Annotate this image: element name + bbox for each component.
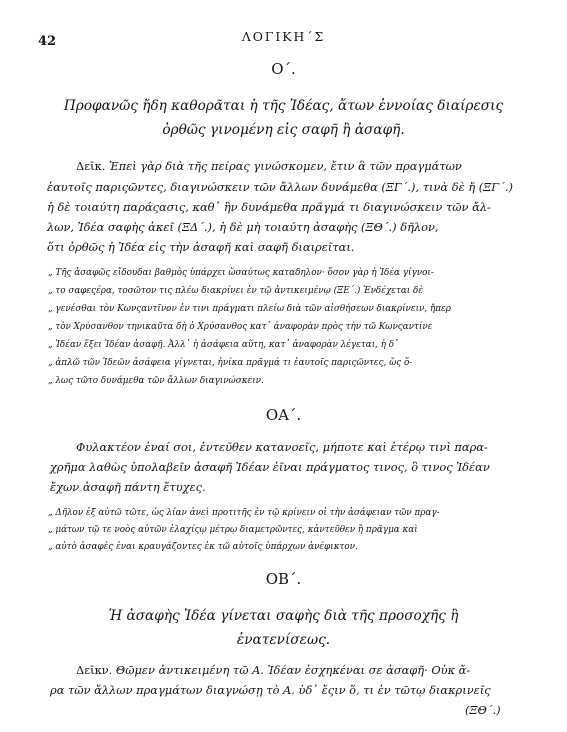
proof-lead: Δεῖκ.	[76, 159, 106, 173]
note-line-1: „ Τῆς ἀσαφῶς εἴδουδαι βαθμὸς ὑπάρχει ὥσαύτως καταδηλον· ὅσον γὰρ ἡ Ἰδέα γίγνοι-	[48, 268, 434, 278]
section-number-72: ΟΒ΄.	[265, 570, 302, 588]
proposition-line-3: Ἡ ἀσαφὴς Ἰδέα γίνεται σαφὴς διὰ τῆς προσοχῆς ἢ	[108, 608, 459, 624]
note-line-6: „ ἁπλῶ τῶν Ἰδεῶν ἀσάφεια γίγνεται, ἡνίκα πρᾶγμά τι ἑαυτοῖς παριςῶντες, ὥς ὅ-	[48, 358, 413, 368]
running-head: ΛΟΓΙΚΗ΄Σ	[241, 30, 326, 44]
body-line-3: ἔχων ἀσαφῆ πάντη ἔτυχες.	[50, 480, 206, 494]
body-line-1: Φυλακτέον ἐναί σοι, ἐντεῦθεν κατανοεῖς, μήποτε καὶ ἑτέρῳ τινὶ παρα-	[76, 440, 488, 454]
proof-line-3: ἡ δὲ τοιαύτη παράςασις, καθ᾽ ἣν δυνάμεθα πρᾶγμά τι διαγινώσκειν τῶν ἄλ-	[47, 200, 491, 214]
note-line-10: „ αὐτὸ ἀσαφὲς ἐναι κραυγάζοντες ἐκ τῶ αὐτοῖς ὑπάρχων ἀνέφικτον.	[48, 542, 358, 552]
note-line-4: „ τὸν Χρύσανθον τηνικαῦτα δὴ ὁ Χρύσανθος κατ᾽ ἀναφορὰν πρὸς τὴν τῶ Κωνςαντίνε	[48, 322, 433, 332]
proof-line-5: ὅτι ὀρθῶς ἡ Ἰδέα εἰς τὴν ἀσαφῆ καὶ σαφῆ διαιρεῖται.	[47, 240, 355, 254]
proof-line-6: Δεῖκν. Θῶμεν ἀντικειμένη τῶ Α. Ἰδέαν ἐσχηκέναι σε ἀσαφῆ· Οὐκ ἄ-	[76, 663, 471, 677]
note-line-8: „ Δῆλον ἐξ αὐτῶ τῶτε, ὡς λίαν ἀνεὶ προτιτῆς ἐν τῷ κρίνειν οἱ τὴν ἀσάφειαν τῶν πραγ-	[48, 508, 440, 518]
proposition-line-1: Προφανῶς ἤδη καθορᾶται ἡ τῆς Ἰδέας, ἄτων ἐννοίας διαίρεσις	[63, 98, 504, 114]
proof-line-4: λων, Ἰδέα σαφὴς ἀκεῖ (ΞΔ΄.), ἡ δὲ μὴ τοιαύτη ἀσαφὴς (ΞΘ΄.) δῆλον,	[47, 220, 439, 234]
page-number: 42	[38, 34, 57, 49]
proof-line-2: ἑαυτοῖς παριςῶντες, διαγινώσκειν τῶν ἄλλων δυνάμεθα (ΞΓ΄.), τινὰ δὲ ἤ (ΞΓ΄.)	[47, 180, 513, 194]
body-line-2: χρῆμα λαθὼς ὑπολαβεῖν ἀσαφῆ Ἰδέαν ἐῖναι πράγματος τινος, ὃ τινος Ἰδέαν	[50, 460, 490, 474]
note-line-5: „ Ἰδέαν ἕξει Ἰδέαν ἀσαφῆ. Ἀλλ᾽ ἡ ἀσάφεια αὕτη, κατ᾽ ἀναφορὰν λέγεται, ἡ δ᾽	[48, 340, 399, 350]
section-number-70: Ο΄.	[271, 60, 296, 78]
proposition-line-4: ἐνατενίσεως.	[236, 632, 331, 648]
proof-lead-2: Δεῖκν.	[76, 663, 113, 677]
proposition-line-2: ὀρθῶς γινομένη εἰς σαφῆ ἢ ἀσαφῆ.	[162, 122, 405, 138]
note-line-3: „ γενέσθαι τὸν Κωνςαντῖνον ἐν τινι πράγματι πλείω διὰ τῶν αἰσθήσεων διακρίνειν, ἤπερ	[48, 304, 451, 314]
proof-line-8: (ΞΘ΄.)	[465, 703, 501, 717]
note-line-9: „ μάτων τῷ τε νοὸς αὐτῶν ἐλαχίςῳ μέτρῳ διαμετρῶντες, κἀντεῦθεν ἢ πρᾶγμα καὶ	[48, 525, 418, 535]
note-line-7: „ λως τῶτο δυνάμεθα τῶν ἄλλων διαγινώσκειν.	[48, 376, 264, 386]
proof-line-7: ρα τῶν ἄλλων πραγμάτων διαγνώσῃ τὸ Α. ὑδ᾽ ἔςιν ὅ, τι ἐν τῶτῳ διακρινεῖς	[50, 683, 491, 697]
section-number-71: ΟΑ΄.	[265, 406, 302, 424]
note-line-2: „ το σαφεςέρα, τοσῶτον τις πλέω διακρίνει ἐν τῷ ἀντικειμένῳ (ΞΕ΄.) Ἐνδέχεται δὲ	[48, 286, 424, 296]
proof-line-1: Δεῖκ. Ἐπεὶ γὰρ διὰ τῆς πείρας γινώσκομεν, ἔτιν ἃ τῶν πραγμάτων	[76, 159, 462, 173]
